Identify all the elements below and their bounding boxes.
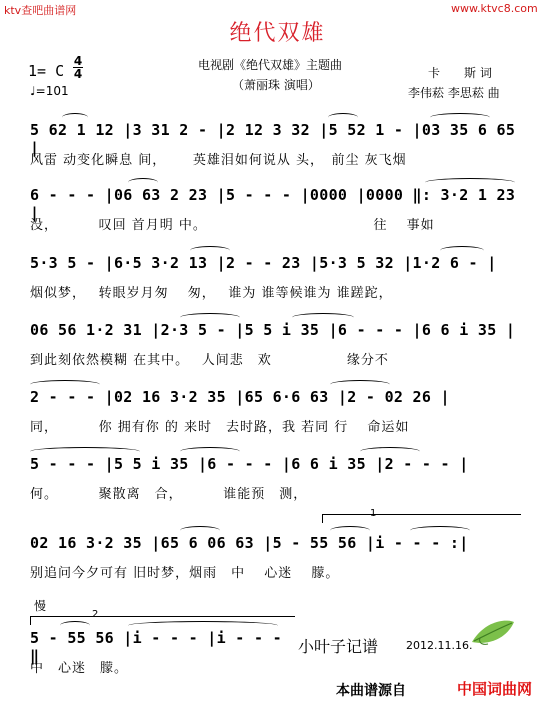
score-notes-8: 5 - 55 56 |i - - - |i - - - ‖ — [30, 629, 282, 665]
second-ending-number: 2 — [92, 609, 99, 620]
score-notes-3: 5·3 5 - |6·5 3·2 13 |2 - - 23 |5·3 5 32 |1·2 6 - | — [30, 254, 497, 272]
score-lyrics-3: 烟似梦， 转眼岁月匆 匆， 谁为 谁等候谁为 谁蹉跎， — [30, 286, 393, 301]
score-lyrics-4: 到此刻依然模糊 在其中。 人间悲 欢 缘分不 — [30, 353, 389, 368]
score-notes-4: 06 56 1·2 31 |2·3 5 - |5 5 i 35 |6 - - - |6 6 i 35 | — [30, 321, 516, 339]
scribe-signature: 小叶子记谱 — [298, 637, 379, 656]
key-signature: 1= C — [28, 62, 65, 80]
first-ending-bracket — [322, 514, 521, 523]
time-signature — [73, 55, 83, 80]
score-notes-7: 02 16 3·2 35 |65 6 06 63 |5 - 55 56 |i - - - :| — [30, 534, 469, 552]
score-notes-1: 5 62 1 12 |3 31 2 - |2 12 3 32 |5 52 1 - |03 35 6 65 | — [30, 121, 516, 157]
score-lyrics-2: 没， 叹回 首月明 中。 往 事如 — [30, 218, 435, 233]
tempo-mark: ♩=101 — [30, 84, 69, 98]
first-ending-number: 1 — [370, 508, 377, 519]
song-subtitle: 电视剧《绝代双雄》主题曲 — [198, 58, 343, 72]
singer-credit: （萧丽珠 演唱） — [232, 78, 320, 92]
watermark-left: ktv查吧曲谱网 — [4, 4, 77, 17]
watermark-right: www.ktvc8.com — [451, 2, 538, 15]
score-lyrics-5: 同， 你 拥有你 的 来时 去时路，我 若同 行 命运如 — [30, 420, 410, 435]
song-title: 绝代双雄 — [229, 21, 326, 46]
leaf-decoration-icon — [470, 618, 516, 646]
footer-source-label: 本曲谱源自 — [336, 683, 406, 699]
composer-credit: 李伟菘 李思菘 曲 — [408, 86, 500, 100]
lyricist-credit: 卡 斯 词 — [428, 66, 492, 80]
score-notes-5: 2 - - - |02 16 3·2 35 |65 6·6 63 |2 - 02 26 | — [30, 388, 450, 406]
score-lyrics-1: 风雷 动变化瞬息 间， 英雄泪如何说从 头， 前尘 灰飞烟 — [30, 153, 407, 168]
score-lyrics-8: 中 心迷 朦。 — [30, 661, 129, 676]
slow-mark: 慢 — [34, 599, 47, 613]
score-lyrics-7: 别追问今夕可有 旧时梦，烟雨 中 心迷 朦。 — [30, 566, 340, 581]
score-lyrics-6: 何。 聚散离 合， 谁能预 测， — [30, 487, 308, 502]
time-signature-bottom: 4 — [73, 67, 83, 81]
score-notes-6: 5 - - - |5 5 i 35 |6 - - - |6 6 i 35 |2 - - - | — [30, 455, 469, 473]
time-signature-top: 4 — [73, 54, 83, 68]
footer-site-link[interactable]: 中国词曲网 — [457, 680, 533, 698]
scribe-date: 2012.11.16. — [406, 639, 473, 652]
score-notes-2: 6 - - - |06 63 2 23 |5 - - - |0000 |0000 ‖: 3·2 1 23 | — [30, 186, 516, 222]
